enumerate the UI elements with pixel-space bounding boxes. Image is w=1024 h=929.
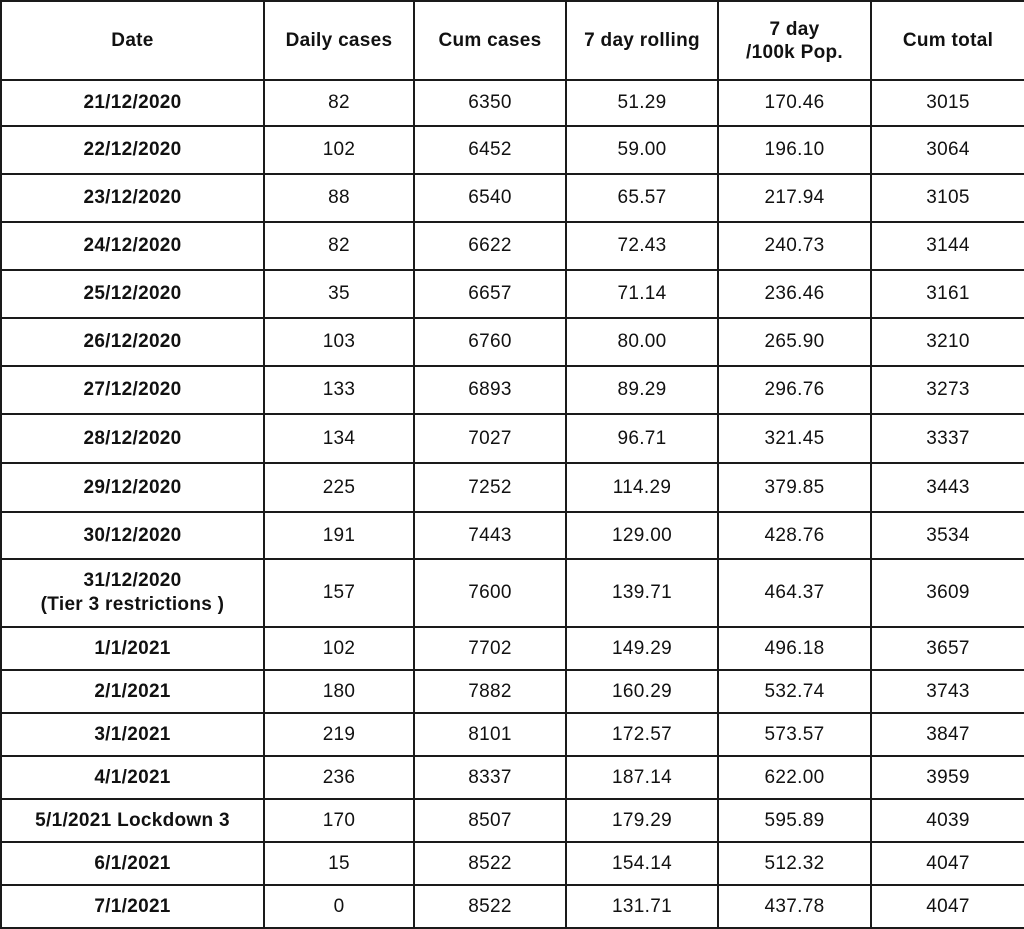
cell-daily-cases: 191 (264, 512, 414, 559)
cell-7-day-rolling: 179.29 (566, 799, 718, 842)
cell-7-day-per-100k: 379.85 (718, 463, 871, 512)
date-text: 4/1/2021 (94, 766, 171, 788)
cell-cum-cases: 7252 (414, 463, 566, 512)
cell-cum-total: 4047 (871, 885, 1024, 928)
cell-date (1, 885, 264, 928)
table-row (1, 756, 1024, 799)
cell-daily-cases: 236 (264, 756, 414, 799)
cell-cum-total: 3443 (871, 463, 1024, 512)
date-text: 29/12/2020 (83, 476, 182, 498)
table-row (1, 80, 1024, 126)
cell-cum-cases: 6657 (414, 270, 566, 318)
cell-7-day-rolling: 96.71 (566, 414, 718, 463)
cell-7-day-per-100k: 428.76 (718, 512, 871, 559)
date-text: 24/12/2020 (83, 235, 182, 256)
cell-daily-cases: 103 (264, 318, 414, 366)
cell-cum-total: 3657 (871, 627, 1024, 670)
header-7-day-line1: 7 day (769, 18, 820, 40)
table-row (1, 222, 1024, 270)
cell-daily-cases: 219 (264, 713, 414, 756)
cell-date (1, 366, 264, 414)
cell-cum-cases: 8337 (414, 756, 566, 799)
table-row (1, 842, 1024, 885)
date-text: 21/12/2020 (83, 92, 182, 113)
table-row (1, 627, 1024, 670)
cell-7-day-per-100k: 296.76 (718, 366, 871, 414)
cell-cum-total: 4039 (871, 799, 1024, 842)
cell-daily-cases: 88 (264, 174, 414, 222)
cell-cum-total: 3015 (871, 80, 1024, 126)
cell-cum-total: 3609 (871, 559, 1024, 627)
cell-cum-total: 3064 (871, 126, 1024, 174)
cell-7-day-per-100k: 437.78 (718, 885, 871, 928)
date-text: 5/1/2021 Lockdown 3 (35, 809, 230, 831)
cell-cum-cases: 8522 (414, 885, 566, 928)
cell-7-day-rolling: 129.00 (566, 512, 718, 559)
cell-date (1, 842, 264, 885)
cell-7-day-per-100k: 196.10 (718, 126, 871, 174)
date-text: 31/12/2020 (83, 570, 182, 591)
cell-cum-total: 3743 (871, 670, 1024, 713)
table-row (1, 463, 1024, 512)
cell-date (1, 80, 264, 126)
table-row (1, 174, 1024, 222)
cell-7-day-per-100k: 236.46 (718, 270, 871, 318)
cell-date (1, 756, 264, 799)
cell-cum-total: 3534 (871, 512, 1024, 559)
cell-cum-total: 3273 (871, 366, 1024, 414)
cell-cum-cases: 7443 (414, 512, 566, 559)
header-date: Date (1, 1, 264, 80)
cell-7-day-rolling: 89.29 (566, 366, 718, 414)
table-row (1, 559, 1024, 627)
cell-7-day-rolling: 139.71 (566, 559, 718, 627)
cell-cum-total: 3144 (871, 222, 1024, 270)
cell-cum-total: 4047 (871, 842, 1024, 885)
cell-daily-cases: 82 (264, 80, 414, 126)
table-body (1, 80, 1024, 928)
cell-date (1, 174, 264, 222)
cell-7-day-per-100k: 217.94 (718, 174, 871, 222)
date-text: 25/12/2020 (83, 283, 182, 304)
date-text: 27/12/2020 (83, 379, 182, 400)
cell-7-day-per-100k: 265.90 (718, 318, 871, 366)
table-row (1, 713, 1024, 756)
cell-7-day-per-100k: 496.18 (718, 627, 871, 670)
cell-cum-cases: 6622 (414, 222, 566, 270)
table-row (1, 512, 1024, 559)
cell-7-day-per-100k: 170.46 (718, 80, 871, 126)
cell-cum-cases: 8507 (414, 799, 566, 842)
cell-date (1, 270, 264, 318)
table-row (1, 799, 1024, 842)
header-7-day-rolling: 7 day rolling (566, 1, 718, 80)
cell-7-day-rolling: 131.71 (566, 885, 718, 928)
cell-daily-cases: 180 (264, 670, 414, 713)
cell-7-day-per-100k: 622.00 (718, 756, 871, 799)
cell-cum-cases: 6893 (414, 366, 566, 414)
cell-date (1, 559, 264, 627)
cell-daily-cases: 134 (264, 414, 414, 463)
cell-date (1, 799, 264, 842)
cell-daily-cases: 102 (264, 126, 414, 174)
header-cum-cases: Cum cases (414, 1, 566, 80)
date-text: 3/1/2021 (94, 723, 171, 745)
cell-7-day-per-100k: 464.37 (718, 559, 871, 627)
date-text: 23/12/2020 (83, 187, 182, 208)
cell-7-day-rolling: 154.14 (566, 842, 718, 885)
cell-cum-cases: 6760 (414, 318, 566, 366)
cell-7-day-rolling: 80.00 (566, 318, 718, 366)
cell-7-day-rolling: 71.14 (566, 270, 718, 318)
table-row (1, 318, 1024, 366)
cell-7-day-rolling: 187.14 (566, 756, 718, 799)
cell-cum-cases: 7600 (414, 559, 566, 627)
header-row (1, 1, 1024, 80)
cell-cum-total: 3210 (871, 318, 1024, 366)
header-7-day-line2: /100k Pop. (746, 41, 843, 63)
cell-cum-cases: 6350 (414, 80, 566, 126)
cell-7-day-rolling: 114.29 (566, 463, 718, 512)
cell-date (1, 463, 264, 512)
cell-7-day-per-100k: 595.89 (718, 799, 871, 842)
cell-daily-cases: 170 (264, 799, 414, 842)
date-text: 30/12/2020 (83, 524, 182, 546)
date-text: 1/1/2021 (94, 637, 171, 659)
cell-cum-cases: 6540 (414, 174, 566, 222)
cell-7-day-rolling: 72.43 (566, 222, 718, 270)
cell-7-day-rolling: 51.29 (566, 80, 718, 126)
cell-date (1, 414, 264, 463)
date-text: 6/1/2021 (94, 852, 171, 874)
cell-date (1, 318, 264, 366)
cell-cum-cases: 7027 (414, 414, 566, 463)
header-7-day-per-100k (718, 1, 871, 80)
table-row (1, 270, 1024, 318)
cell-cum-cases: 7882 (414, 670, 566, 713)
cell-daily-cases: 102 (264, 627, 414, 670)
cell-cum-total: 3161 (871, 270, 1024, 318)
table-row (1, 885, 1024, 928)
cell-cum-cases: 6452 (414, 126, 566, 174)
cell-7-day-rolling: 160.29 (566, 670, 718, 713)
cell-7-day-per-100k: 512.32 (718, 842, 871, 885)
cell-daily-cases: 82 (264, 222, 414, 270)
table-row (1, 414, 1024, 463)
cell-7-day-rolling: 59.00 (566, 126, 718, 174)
date-note: (Tier 3 restrictions ) (40, 594, 225, 615)
cell-date (1, 126, 264, 174)
cell-7-day-rolling: 172.57 (566, 713, 718, 756)
date-text: 26/12/2020 (83, 331, 182, 352)
cell-7-day-per-100k: 532.74 (718, 670, 871, 713)
cell-cum-cases: 7702 (414, 627, 566, 670)
cell-daily-cases: 15 (264, 842, 414, 885)
cell-daily-cases: 157 (264, 559, 414, 627)
cell-daily-cases: 0 (264, 885, 414, 928)
cell-7-day-per-100k: 240.73 (718, 222, 871, 270)
cell-7-day-rolling: 65.57 (566, 174, 718, 222)
cell-cum-cases: 8522 (414, 842, 566, 885)
date-text: 22/12/2020 (83, 139, 182, 160)
date-text: 28/12/2020 (83, 427, 182, 449)
date-text: 7/1/2021 (94, 895, 171, 917)
cell-cum-total: 3959 (871, 756, 1024, 799)
cell-7-day-per-100k: 321.45 (718, 414, 871, 463)
cell-date (1, 713, 264, 756)
cell-date (1, 670, 264, 713)
cell-cum-total: 3105 (871, 174, 1024, 222)
cell-daily-cases: 133 (264, 366, 414, 414)
table-row (1, 366, 1024, 414)
cell-cum-total: 3337 (871, 414, 1024, 463)
cell-7-day-per-100k: 573.57 (718, 713, 871, 756)
cell-daily-cases: 35 (264, 270, 414, 318)
table-row (1, 126, 1024, 174)
cell-date (1, 222, 264, 270)
header-daily-cases: Daily cases (264, 1, 414, 80)
header-cum-total: Cum total (871, 1, 1024, 80)
cell-cum-cases: 8101 (414, 713, 566, 756)
cell-date (1, 512, 264, 559)
table-row (1, 670, 1024, 713)
cell-date (1, 627, 264, 670)
cell-cum-total: 3847 (871, 713, 1024, 756)
date-text: 2/1/2021 (94, 680, 171, 702)
cell-7-day-rolling: 149.29 (566, 627, 718, 670)
cell-daily-cases: 225 (264, 463, 414, 512)
